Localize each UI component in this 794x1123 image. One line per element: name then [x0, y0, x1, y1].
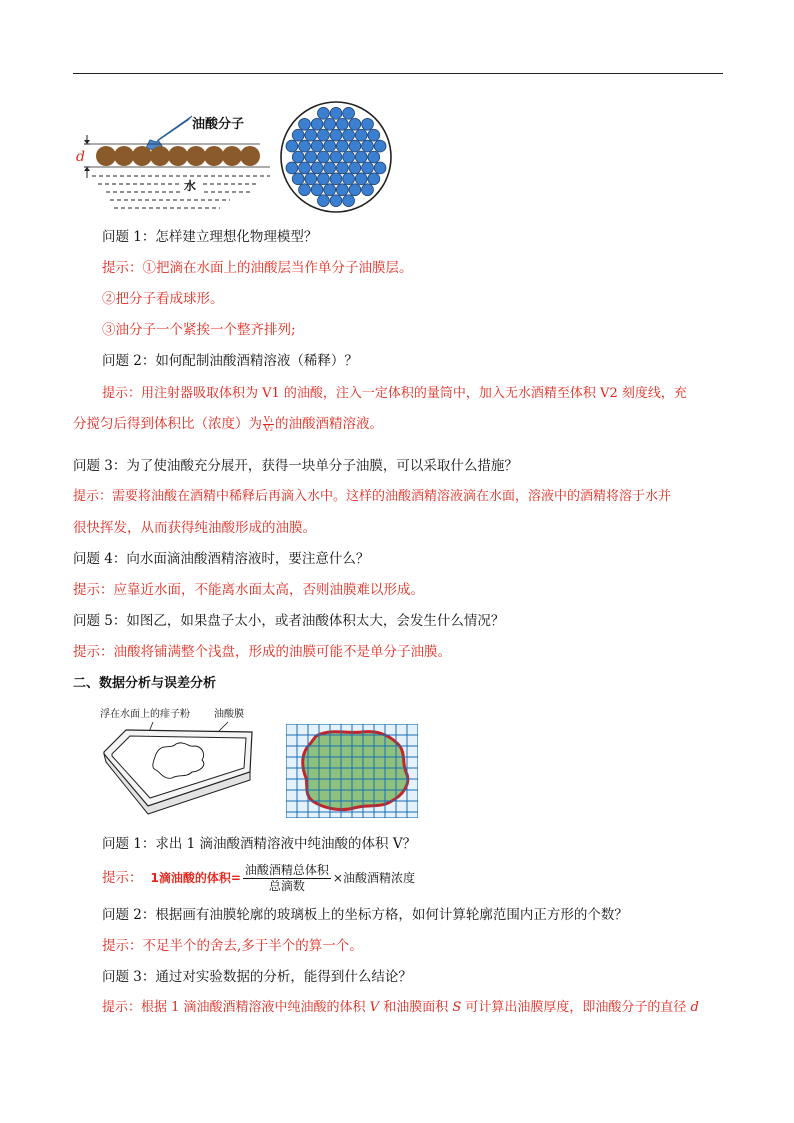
film-label: 油酸膜	[214, 709, 244, 720]
molecule-circle	[330, 173, 342, 185]
molecule-circle	[318, 195, 330, 207]
molecule-circle	[324, 162, 336, 174]
header-rule	[73, 73, 723, 74]
molecule-circle	[336, 118, 348, 130]
molecule-circle	[343, 151, 355, 163]
s2-q3-hint: 提示：根据 1 滴油酸酒精溶液中纯油酸的体积 V 和油膜面积 S 可计算出油膜厚度，即油酸分子的直径 d	[102, 1000, 699, 1015]
molecule-circle	[324, 140, 336, 152]
arrow-icon	[146, 116, 192, 150]
molecule-circle	[355, 129, 367, 141]
molecule-circle	[311, 118, 323, 130]
monolayer-figure	[70, 100, 410, 215]
molecule-label: 油酸分子	[192, 117, 245, 132]
molecule-circle	[292, 173, 304, 185]
molecule-circle	[374, 162, 386, 174]
s1-q5-hint: 提示：油酸将铺满整个浅盘，形成的油膜可能不是单分子油膜。	[73, 644, 451, 660]
molecule-circle	[374, 140, 386, 152]
molecule-circle	[305, 129, 317, 141]
molecule-circle	[368, 151, 380, 163]
molecule-circle	[336, 184, 348, 196]
s2-q2: 问题 2：根据画有油膜轮廓的玻璃板上的坐标方格，如何计算轮廓范围内正方形的个数？	[102, 907, 628, 923]
molecule-circle	[330, 107, 342, 119]
molecule-circle	[311, 184, 323, 196]
molecule-circle	[324, 118, 336, 130]
s1-q4: 问题 4：向水面滴油酸酒精溶液时，要注意什么？	[73, 551, 370, 567]
s1-q4-hint: 提示：应靠近水面，不能离水面太高，否则油膜难以形成。	[73, 582, 424, 598]
molecule-circle	[343, 129, 355, 141]
s1-q3: 问题 3：为了使油酸充分展开，获得一块单分子油膜，可以采取什么措施？	[73, 458, 518, 474]
molecule-circle	[324, 184, 336, 196]
molecule-circle	[343, 195, 355, 207]
molecule-circle	[292, 129, 304, 141]
s1-q5: 问题 5：如图乙，如果盘子太小，或者油酸体积太大，会发生什么情况？	[73, 613, 505, 629]
s2-q2-hint: 提示：不足半个的舍去,多于半个的算一个。	[102, 938, 363, 954]
molecule-circle	[368, 173, 380, 185]
s1-q2-hint-line1: 提示：用注射器吸取体积为 V1 的油酸，注入一定体积的量筒中，加入无水酒精至体积 V2 刻度线，充	[102, 386, 687, 401]
molecule-circle	[299, 184, 311, 196]
molecule-circle	[286, 140, 298, 152]
s1-q3-hint-line2: 很快挥发，从而获得纯油酸形成的油膜。	[73, 520, 316, 536]
molecule-circle	[318, 173, 330, 185]
molecule-circle	[330, 151, 342, 163]
s2-q3: 问题 3：通过对实验数据的分析，能得到什么结论？	[102, 969, 412, 985]
powder-label: 浮在水面上的痱子粉	[100, 709, 190, 720]
molecule-circle	[286, 162, 298, 174]
molecule-circle	[299, 118, 311, 130]
molecule-circle	[362, 162, 374, 174]
molecule-circle	[349, 140, 361, 152]
molecule-circle	[318, 151, 330, 163]
molecule-circle	[318, 129, 330, 141]
molecule-circle	[349, 162, 361, 174]
molecule-circle	[343, 107, 355, 119]
molecule-circle	[355, 173, 367, 185]
d-label: d	[76, 149, 85, 165]
molecule-circle	[368, 129, 380, 141]
molecule-row	[96, 146, 260, 166]
s1-q1-hint2: ②把分子看成球形。	[102, 291, 224, 307]
molecule-circle	[299, 162, 311, 174]
molecule-circle	[330, 195, 342, 207]
molecule-circle	[311, 162, 323, 174]
molecule-circle	[292, 151, 304, 163]
s1-q2: 问题 2：如何配制油酸酒精溶液（稀释）？	[102, 353, 358, 369]
molecule-circle	[299, 140, 311, 152]
molecule-circle	[362, 184, 374, 196]
molecule-circle	[349, 118, 361, 130]
molecule-circle	[343, 173, 355, 185]
molecule-circle	[355, 151, 367, 163]
s2-q1-hint: 提示： 1滴油酸的体积= $\frac{\text{油酸酒精总体积}}{\text{总滴数}}$ ×油酸酒精浓度	[102, 863, 415, 893]
water-label: 水	[184, 179, 197, 193]
molecule-circle	[318, 107, 330, 119]
section2-heading: 二、数据分析与误差分析	[73, 676, 217, 691]
s1-q2-hint-line2: 分搅匀后得到体积比（浓度）为 $\frac{\text{V₁}}{\text{V₂}}$ 的油酸酒精溶液。	[73, 415, 383, 433]
molecule-circle	[336, 140, 348, 152]
molecule-circle	[305, 151, 317, 163]
s2-q1: 问题 1：求出 1 滴油酸酒精溶液中纯油酸的体积 V？	[102, 836, 417, 852]
s1-q1-hint3: ③油分子一个紧挨一个整齐排列;	[102, 322, 296, 338]
grid-figure	[286, 724, 418, 818]
s1-q1: 问题 1：怎样建立理想化物理模型？	[102, 229, 318, 245]
concentration-fraction: $\frac{\text{V₁}}{\text{V₂}}$	[264, 415, 273, 433]
tray-figure	[98, 702, 268, 822]
molecule-circle	[336, 162, 348, 174]
molecule-circle	[362, 118, 374, 130]
molecule-circle	[349, 184, 361, 196]
molecule-circle	[330, 129, 342, 141]
s1-q1-hint1: 提示：①把滴在水面上的油酸层当作单分子油膜层。	[102, 260, 413, 276]
molecule-circle	[305, 173, 317, 185]
volume-fraction: $\frac{\text{油酸酒精总体积}}{\text{总滴数}}$	[244, 863, 329, 893]
s1-q3-hint-line1: 提示：需要将油酸在酒精中稀释后再滴入水中。这样的油酸酒精溶液滴在水面，溶液中的酒精将溶于水并	[73, 489, 672, 504]
molecule-circle	[362, 140, 374, 152]
molecule-circle	[311, 140, 323, 152]
